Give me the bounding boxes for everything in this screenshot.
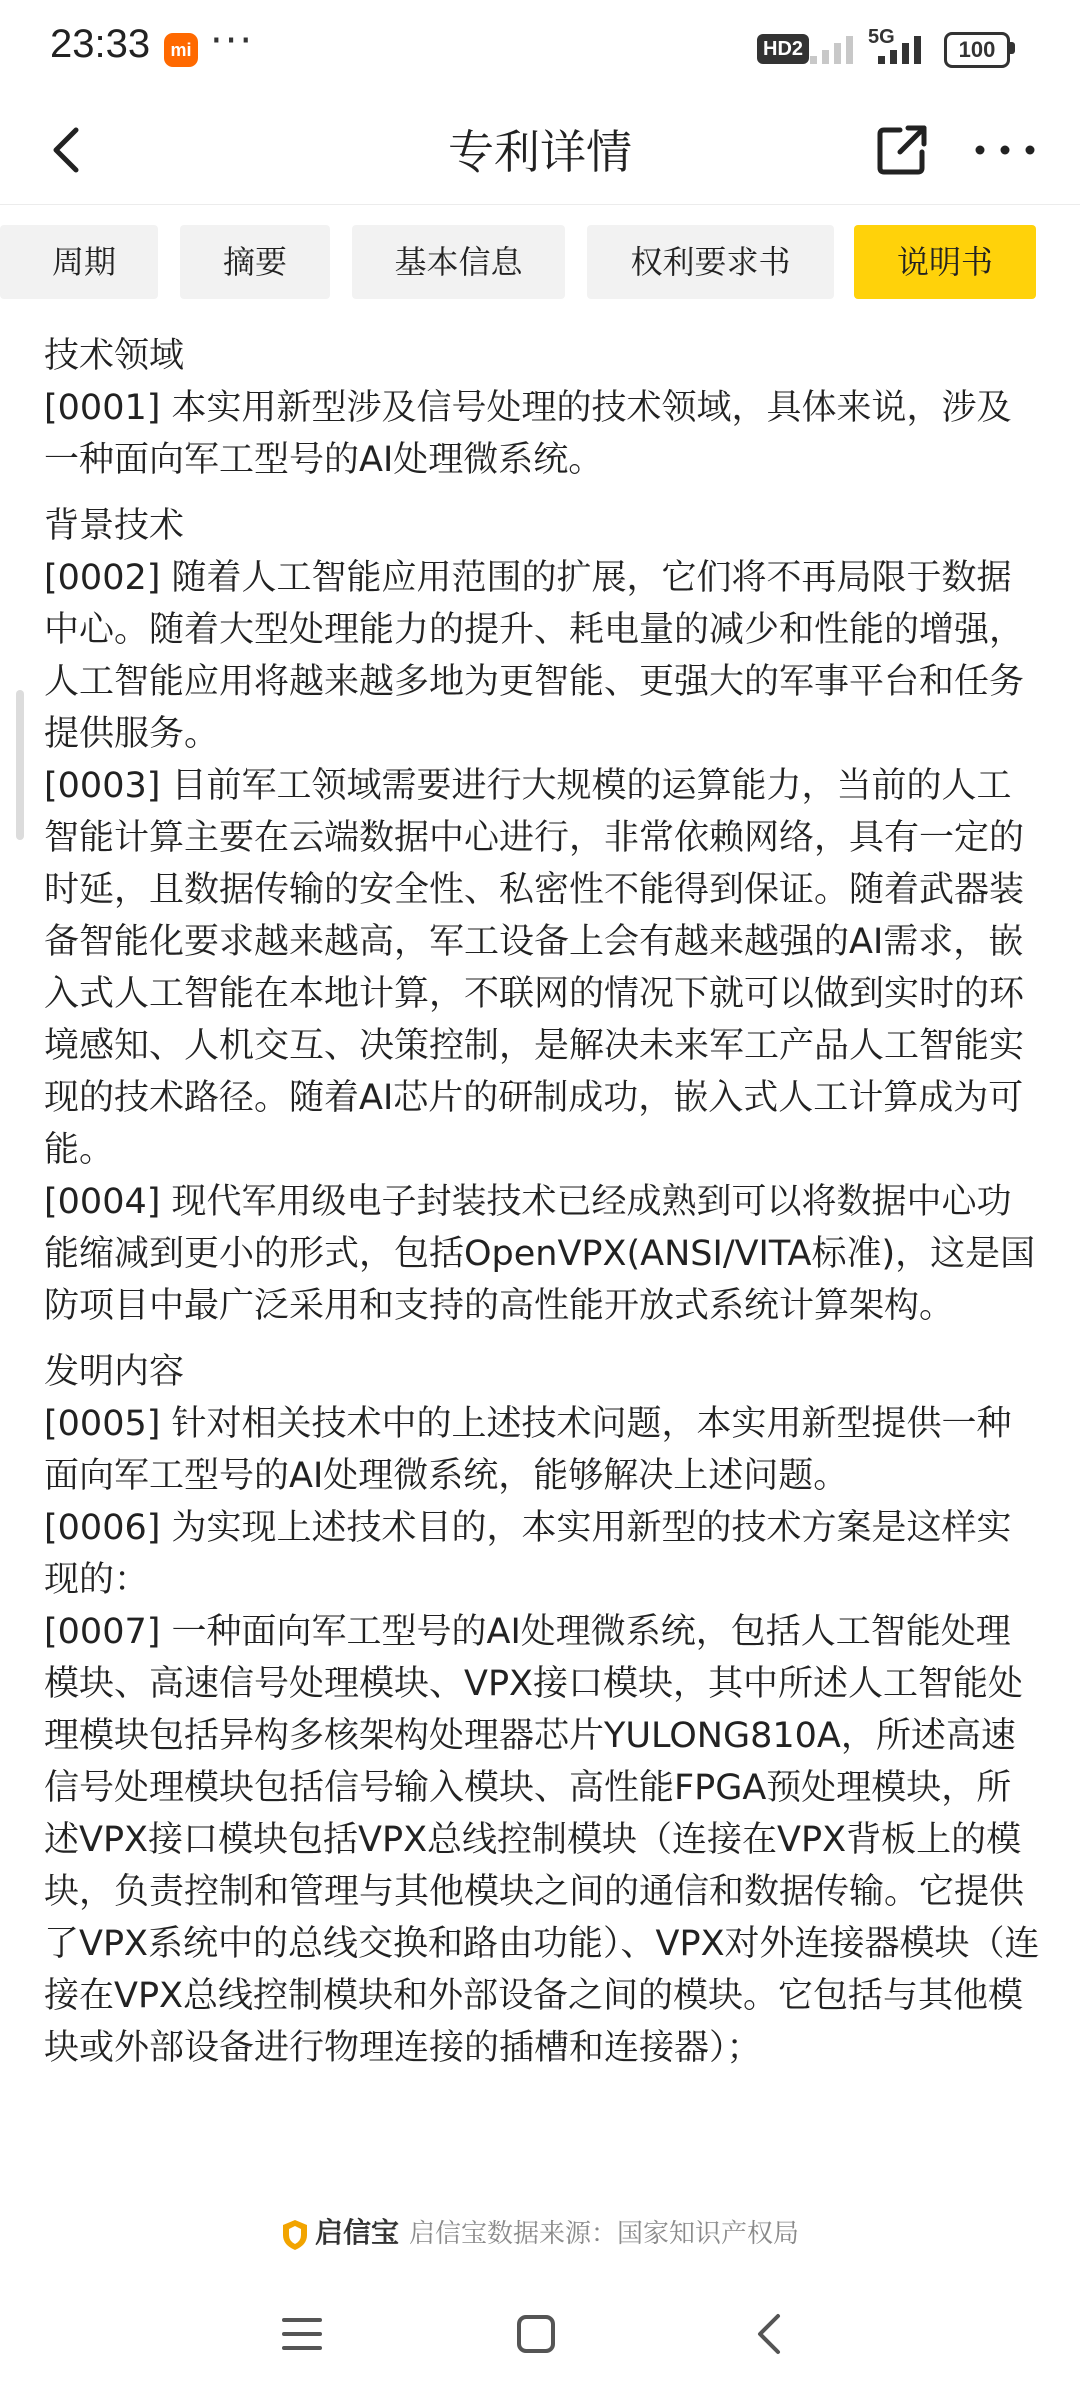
brand-name: 启信宝: [314, 2216, 399, 2249]
share-icon[interactable]: [872, 120, 932, 180]
system-navigation-bar: [0, 2266, 1080, 2400]
section-invention-content: [44, 1346, 1044, 2074]
menu-icon[interactable]: [272, 2304, 332, 2364]
source-text: 启信宝数据来源：国家知识产权局: [409, 2219, 800, 2249]
battery-tip-icon: [1010, 42, 1015, 54]
paragraph: [0002] 随着人工智能应用范围的扩展，它们将不再局限于数据中心。随着大型处理能力的提升、耗电量的减少和性能的增强，人工智能应用将越来越多地为更智能、更强大的军事平台和任务提供服务。: [44, 558, 1025, 754]
section-heading: 发明内容: [44, 1352, 185, 1392]
tab-legal-status-cycle[interactable]: [0, 225, 158, 299]
page-title: 专利详情: [448, 125, 632, 179]
notification-dots-icon: ···: [210, 18, 255, 64]
mi-app-icon: mi: [164, 33, 198, 67]
tab-abstract[interactable]: 摘要: [180, 225, 330, 299]
tab-basic-info[interactable]: 基本信息: [352, 225, 565, 299]
home-square-icon[interactable]: [506, 2304, 566, 2364]
section-heading: 背景技术: [44, 506, 185, 546]
scroll-indicator[interactable]: [16, 690, 24, 840]
tab-claims[interactable]: 权利要求书: [587, 225, 834, 299]
paragraph: [0004] 现代军用级电子封装技术已经成熟到可以将数据中心功能缩减到更小的形式，包括OpenVPX(ANSI/VITA标准)，这是国防项目中最广泛采用和支持的高性能开放式系统计算架构。: [44, 1182, 1036, 1326]
signal-strength-icon: [808, 30, 860, 66]
more-horizontal-icon[interactable]: [970, 120, 1040, 180]
paragraph: [0007] 一种面向军工型号的AI处理微系统，包括人工智能处理模块、高速信号处理模块、VPX接口模块，其中所述人工智能处理模块包括异构多核架构处理器芯片YULONG810A，所述高速信号处理模块包括信号输入模块、高性能FPGA预处理模块，所述VPX接口模块包括VPX总线控制模块（连接在VPX背板上的模块，负责控制和管理与其他模块之间的通信和数据传输。它提供了VPX系统中的总线交换和路由功能）、VPX对外连接器模块（连接在VPX总线控制模块和外部设备之间的模块。它包括与其他模块或外部设备进行物理连接的插槽和连接器）；: [44, 1612, 1040, 2068]
section-technical-field: [44, 330, 1044, 486]
paragraph: [0003] 目前军工领域需要进行大规模的运算能力，当前的人工智能计算主要在云端数据中心进行，非常依赖网络，具有一定的时延，且数据传输的安全性、私密性不能得到保证。随着武器装备智能化要求越来越高，军工设备上会有越来越强的AI需求，嵌入式人工智能在本地计算，不联网的情况下就可以做到实时的环境感知、人机交互、决策控制，是解决未来军工产品人工智能实现的技术路径。随着AI芯片的研制成功，嵌入式人工计算成为可能。: [44, 766, 1025, 1170]
battery-indicator: 100: [944, 32, 1010, 68]
hd-voice-badge: HD2: [757, 34, 809, 64]
section-tabs: [0, 225, 1080, 299]
qixinbao-logo-icon: [281, 2219, 309, 2251]
top-navigation-bar: [0, 100, 1080, 205]
status-time: 23:33: [50, 22, 151, 66]
paragraph: [0001] 本实用新型涉及信号处理的技术领域，具体来说，涉及一种面向军工型号的AI处理微系统。: [44, 388, 1012, 480]
section-heading: 技术领域: [44, 336, 185, 376]
status-bar: [0, 0, 1080, 100]
description-content: [44, 330, 1044, 2200]
back-triangle-icon[interactable]: [740, 2304, 800, 2364]
data-source-footer: [0, 2200, 1080, 2266]
tab-label: 周期: [51, 243, 116, 281]
paragraph: [0006] 为实现上述技术目的，本实用新型的技术方案是这样实现的：: [44, 1508, 1012, 1600]
section-background: [44, 500, 1044, 1332]
paragraph: [0005] 针对相关技术中的上述技术问题，本实用新型提供一种面向军工型号的AI处理微系统，能够解决上述问题。: [44, 1404, 1012, 1496]
tab-description[interactable]: 说明书: [854, 225, 1036, 299]
signal-strength-icon-2: [868, 30, 934, 66]
network-type-label: 5G: [868, 26, 895, 48]
